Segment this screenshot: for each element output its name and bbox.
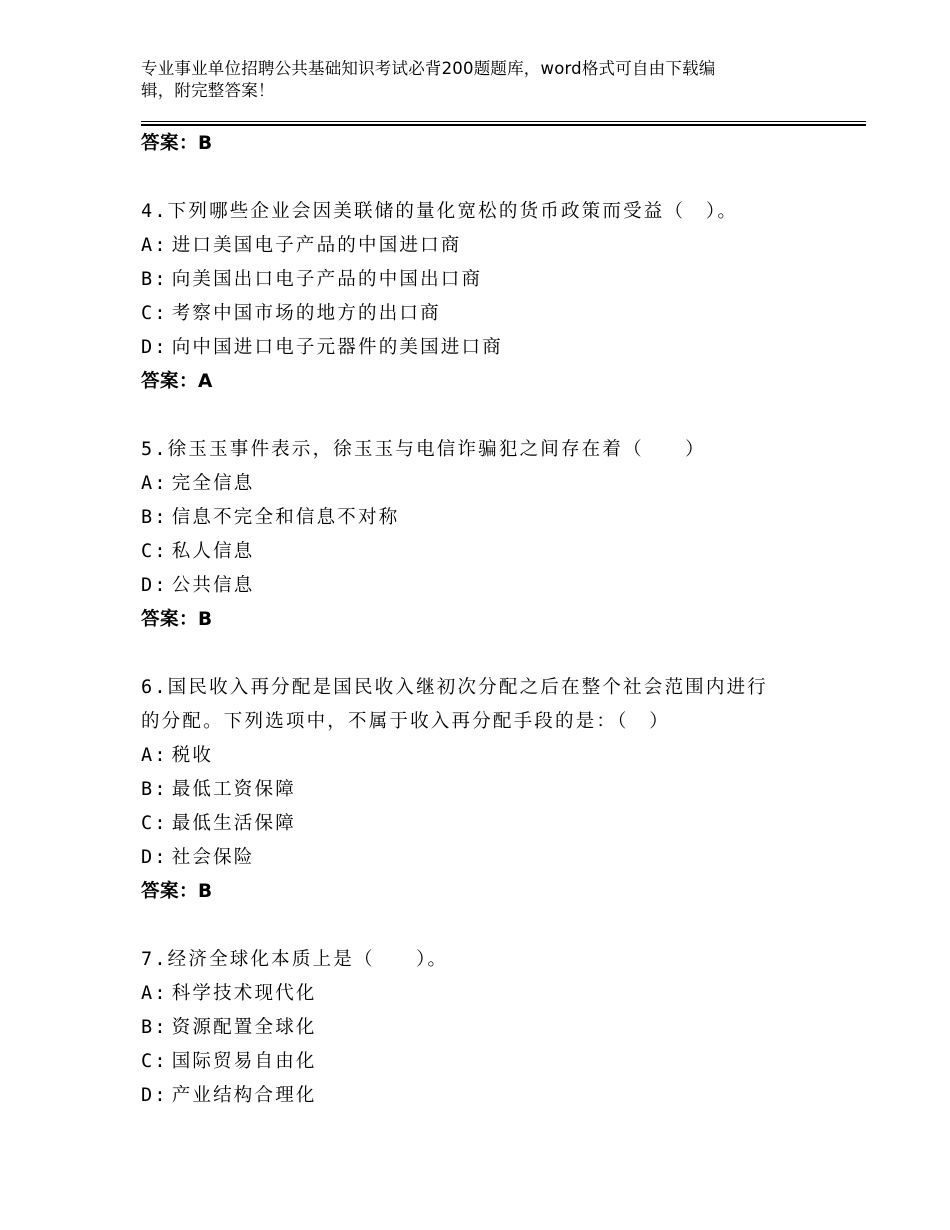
question-block-5: [141, 433, 821, 637]
option-letter: C:: [141, 541, 168, 562]
option-c: [141, 297, 821, 331]
option-text: 资源配置全球化: [171, 1017, 317, 1038]
option-text: 科学技术现代化: [171, 983, 317, 1004]
option-letter: B:: [141, 1017, 168, 1038]
option-letter: B:: [141, 269, 168, 290]
question-content: [141, 127, 821, 1113]
option-letter: C:: [141, 813, 168, 834]
option-letter: C:: [141, 303, 168, 324]
answer-label: 答案：A: [141, 371, 213, 392]
option-b: [141, 501, 821, 535]
option-d: [141, 569, 821, 603]
option-a: [141, 467, 821, 501]
option-text: 社会保险: [171, 847, 255, 868]
option-d: [141, 331, 821, 365]
question-stem: [141, 671, 821, 739]
question-block-4: [141, 195, 821, 399]
question-stem-line: 7.经济全球化本质上是（ ）。: [141, 949, 449, 970]
option-letter: A:: [141, 235, 168, 256]
option-letter: D:: [141, 575, 168, 596]
option-letter: D:: [141, 847, 168, 868]
option-c: [141, 1045, 821, 1079]
option-letter: C:: [141, 1051, 168, 1072]
option-d: [141, 1079, 821, 1113]
header-line-1: 专业事业单位招聘公共基础知识考试必背200题题库，word格式可自由下载编: [141, 59, 716, 78]
option-letter: A:: [141, 983, 168, 1004]
question-block-7: [141, 943, 821, 1113]
question-stem-line: 4.下列哪些企业会因美联储的量化宽松的货币政策而受益（ ）。: [141, 201, 739, 222]
option-text: 私人信息: [171, 541, 255, 562]
option-c: [141, 807, 821, 841]
option-letter: B:: [141, 507, 168, 528]
question-stem: [141, 195, 821, 229]
question-stem: [141, 943, 821, 977]
header-line-2: 辑，附完整答案！: [141, 81, 275, 100]
question-stem: [141, 433, 821, 467]
question-stem-line: 5.徐玉玉事件表示，徐玉玉与电信诈骗犯之间存在着（ ）: [141, 439, 706, 460]
option-text: 向美国出口电子产品的中国出口商: [171, 269, 483, 290]
option-letter: A:: [141, 473, 168, 494]
page-header: [141, 58, 791, 102]
option-text: 最低生活保障: [171, 813, 296, 834]
option-text: 国际贸易自由化: [171, 1051, 317, 1072]
option-text: 信息不完全和信息不对称: [171, 507, 400, 528]
header-divider-thin: [141, 121, 866, 123]
question-stem-line: 的分配。下列选项中，不属于收入再分配手段的是：（ ）: [141, 711, 670, 732]
answer-label: 答案：B: [141, 609, 213, 630]
option-text: 公共信息: [171, 575, 255, 596]
option-text: 向中国进口电子元器件的美国进口商: [171, 337, 503, 358]
option-text: 进口美国电子产品的中国进口商: [171, 235, 462, 256]
option-text: 考察中国市场的地方的出口商: [171, 303, 441, 324]
option-letter: D:: [141, 337, 168, 358]
option-b: [141, 1011, 821, 1045]
option-letter: B:: [141, 779, 168, 800]
option-c: [141, 535, 821, 569]
option-text: 完全信息: [171, 473, 255, 494]
option-text: 产业结构合理化: [171, 1085, 317, 1106]
option-a: [141, 229, 821, 263]
option-a: [141, 739, 821, 773]
option-b: [141, 773, 821, 807]
question-stem-line: 6.国民收入再分配是国民收入继初次分配之后在整个社会范围内进行: [141, 677, 768, 698]
answer-label: 答案：B: [141, 881, 213, 902]
option-letter: D:: [141, 1085, 168, 1106]
question-block-6: [141, 671, 821, 909]
previous-answer: 答案：B: [141, 133, 213, 154]
option-text: 最低工资保障: [171, 779, 296, 800]
option-d: [141, 841, 821, 875]
option-letter: A:: [141, 745, 168, 766]
option-a: [141, 977, 821, 1011]
option-text: 税收: [171, 745, 214, 766]
option-b: [141, 263, 821, 297]
